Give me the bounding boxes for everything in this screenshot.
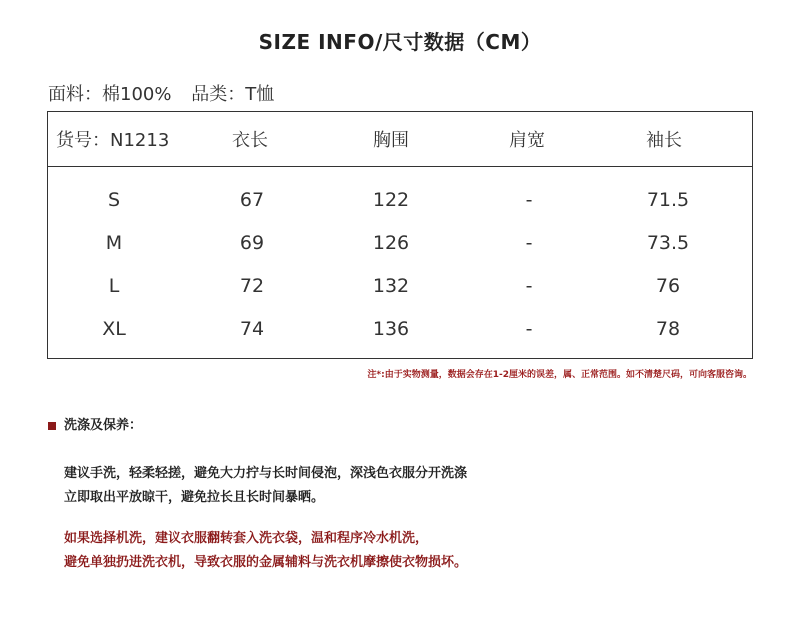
size-cell: XL xyxy=(102,318,126,340)
page-title: SIZE INFO/尺寸数据（CM） xyxy=(258,30,542,54)
chest-cell: 122 xyxy=(372,189,410,211)
care-heading-text: 洗涤及保养： xyxy=(64,418,143,433)
sleeve-cell: 76 xyxy=(655,275,681,297)
category-label: 品类：T恤 xyxy=(191,84,275,105)
square-bullet-icon xyxy=(48,422,56,430)
sleeve-cell: 73.5 xyxy=(646,232,690,254)
shoulder-cell: - xyxy=(525,318,533,340)
care-heading xyxy=(48,414,142,433)
material-info xyxy=(48,80,288,106)
hand-wash-instructions xyxy=(64,462,467,510)
size-table xyxy=(47,111,753,359)
header-sleeve: 袖长 xyxy=(646,130,682,151)
measurement-note: 注*:由于实物测量，数据会存在1-2厘米的误差，属、正常范围。如不清楚尺码，可向客服咨询。 xyxy=(367,370,752,380)
fabric-label: 面料：棉100% xyxy=(48,84,172,105)
sleeve-cell: 78 xyxy=(655,318,681,340)
table-row xyxy=(48,228,752,258)
chest-cell: 126 xyxy=(372,232,410,254)
shoulder-cell: - xyxy=(525,189,533,211)
length-cell: 74 xyxy=(239,318,265,340)
care-line: 避免单独扔进洗衣机，导致衣服的金属辅料与洗衣机摩擦使衣物损坏。 xyxy=(64,555,468,570)
header-chest: 胸围 xyxy=(373,130,409,151)
size-cell: M xyxy=(105,232,123,254)
length-cell: 72 xyxy=(239,275,265,297)
care-line: 立即取出平放晾干，避免拉长且长时间暴晒。 xyxy=(64,490,325,505)
table-row xyxy=(48,185,752,215)
size-table-header xyxy=(48,112,752,167)
sleeve-cell: 71.5 xyxy=(646,189,690,211)
length-cell: 67 xyxy=(239,189,265,211)
header-shoulder: 肩宽 xyxy=(509,130,545,151)
shoulder-cell: - xyxy=(525,275,533,297)
size-cell: L xyxy=(108,275,120,297)
size-cell: S xyxy=(107,189,121,211)
chest-cell: 132 xyxy=(372,275,410,297)
care-line: 如果选择机洗，建议衣服翻转套入洗衣袋，温和程序冷水机洗， xyxy=(64,531,429,546)
machine-wash-instructions xyxy=(64,527,467,575)
chest-cell: 136 xyxy=(372,318,410,340)
shoulder-cell: - xyxy=(525,232,533,254)
length-cell: 69 xyxy=(239,232,265,254)
care-line: 建议手洗，轻柔轻搓，避免大力拧与长时间侵泡，深浅色衣服分开洗涤 xyxy=(64,466,468,481)
table-row xyxy=(48,271,752,301)
table-row xyxy=(48,314,752,344)
header-item-number: 货号：N1213 xyxy=(56,130,170,151)
header-length: 衣长 xyxy=(232,130,268,151)
